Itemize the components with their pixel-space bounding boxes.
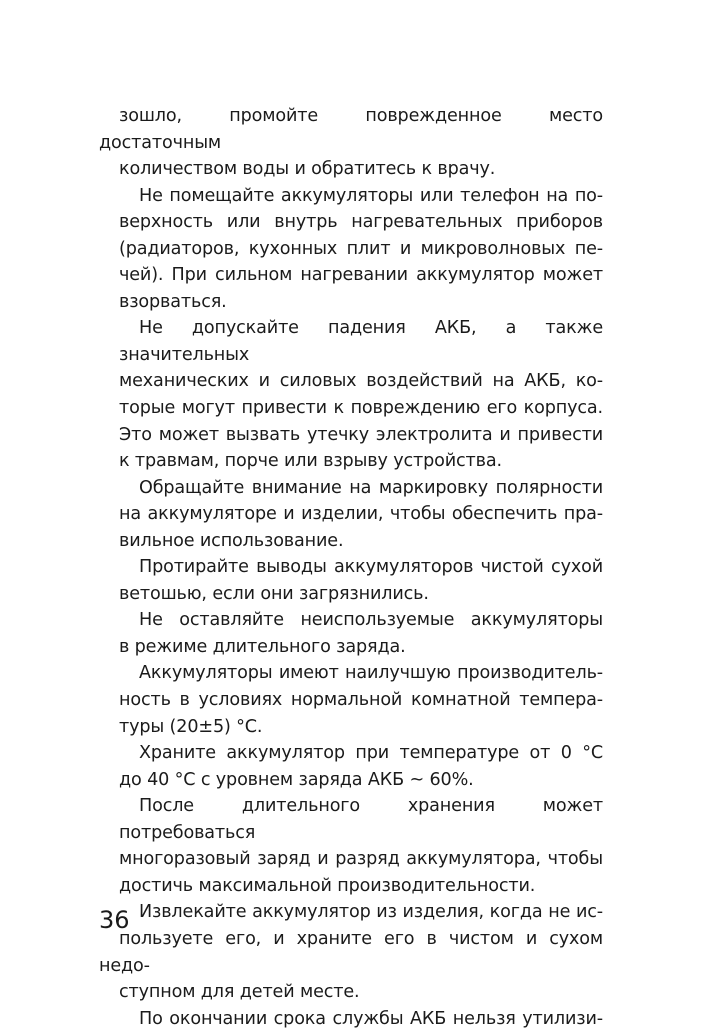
text-line: верхность или внутрь нагревательных приборов — [119, 212, 603, 233]
text-line: пользуете его, и храните его в чистом и сухом недо- — [99, 928, 603, 976]
text-line: на аккумуляторе и изделии, чтобы обеспечить пра- — [119, 504, 603, 525]
text-line: ветошью, если они загрязнились. — [119, 583, 429, 604]
text-line: до 40 °С с уровнем заряда АКБ ~ 60%. — [119, 769, 474, 790]
text-line: вильное использование. — [119, 530, 344, 551]
text-line: Не оставляйте неиспользуемые аккумуляторы — [139, 610, 603, 631]
text-line: взорваться. — [119, 291, 227, 312]
text-line: зошло, промойте поврежденное место достаточным — [99, 106, 603, 153]
body-text — [99, 103, 603, 1032]
text-line: чей). При сильном нагревании аккумулятор может — [119, 265, 603, 286]
text-line: в режиме длительного заряда. — [119, 636, 406, 657]
text-line: количеством воды и обратитесь к врачу. — [119, 159, 496, 180]
paragraph — [99, 740, 603, 793]
paragraph — [99, 103, 603, 183]
text-line: к травмам, порче или взрыву устройства. — [119, 451, 502, 472]
paragraph — [99, 660, 603, 740]
text-line: торые могут привести к повреждению его корпуса. — [119, 398, 603, 419]
text-line: Это может вызвать утечку электролита и привести — [119, 424, 603, 445]
paragraph — [99, 315, 603, 474]
text-line: многоразовый заряд и разряд аккумулятора, чтобы — [119, 849, 603, 870]
paragraph — [99, 475, 603, 555]
paragraph — [99, 183, 603, 316]
text-line: механических и силовых воздействий на АКБ, ко- — [119, 371, 603, 392]
text-line: После длительного хранения может потребоваться — [119, 796, 603, 843]
text-line: ступном для детей месте. — [119, 982, 360, 1003]
text-line: Не допускайте падения АКБ, а также значительных — [119, 318, 603, 365]
text-line: По окончании срока службы АКБ нельзя утилизи- — [139, 1008, 603, 1029]
text-line: Обращайте внимание на маркировку полярности — [139, 477, 603, 498]
text-line: ность в условиях нормальной комнатной темпера- — [119, 690, 603, 711]
paragraph — [99, 1006, 603, 1032]
text-line: Протирайте выводы аккумуляторов чистой сухой — [139, 557, 603, 578]
text-line: достичь максимальной производительности. — [119, 875, 536, 896]
paragraph — [99, 554, 603, 607]
text-line: Храните аккумулятор при температуре от 0 °С — [139, 743, 603, 764]
paragraph — [99, 793, 603, 899]
text-line: туры (20±5) °С. — [119, 716, 263, 737]
text-line: Не помещайте аккумуляторы или телефон на по- — [139, 185, 603, 206]
page-number: 36 — [99, 906, 130, 934]
text-line: (радиаторов, кухонных плит и микроволновых пе- — [119, 238, 603, 259]
paragraph — [99, 899, 603, 1005]
paragraph — [99, 607, 603, 660]
text-line: Аккумуляторы имеют наилучшую производитель- — [139, 663, 603, 684]
text-line: Извлекайте аккумулятор из изделия, когда не ис- — [139, 902, 603, 923]
